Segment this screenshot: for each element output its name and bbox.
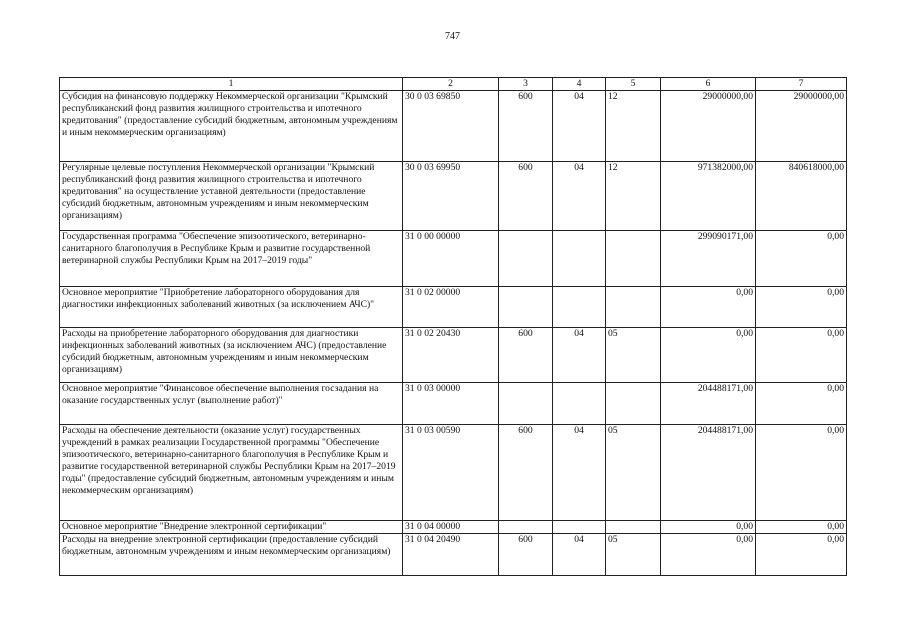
row-amount-7: 0,00 bbox=[756, 425, 847, 521]
row-code: 31 0 04 20490 bbox=[403, 534, 499, 576]
row-name: Субсидия на финансовую поддержку Некоммерческой организации "Крымский республиканский фонд развития жилищного строительства и ипотечного кредитования" (предоставление субсидий бюджетным, автономным учреждениям и иным некоммерческим организациям) bbox=[60, 91, 403, 162]
table-row bbox=[60, 534, 847, 576]
table-row bbox=[60, 162, 847, 231]
row-code: 31 0 03 00590 bbox=[403, 425, 499, 521]
row-amount-6: 204488171,00 bbox=[661, 383, 756, 425]
row-col-4: 04 bbox=[553, 328, 606, 383]
row-col-5: 05 bbox=[606, 328, 661, 383]
row-col-5: 12 bbox=[606, 162, 661, 231]
row-col-3: 600 bbox=[499, 534, 553, 576]
table-row bbox=[60, 287, 847, 328]
row-name: Основное мероприятие "Приобретение лабораторного оборудования для диагностики инфекционных заболеваний животных (за исключением АЧС)" bbox=[60, 287, 403, 328]
row-col-5: 12 bbox=[606, 91, 661, 162]
row-name: Основное мероприятие "Финансовое обеспечение выполнения госзадания на оказание государственных услуг (выполнение работ)" bbox=[60, 383, 403, 425]
row-col-3: 600 bbox=[499, 162, 553, 231]
table-row bbox=[60, 328, 847, 383]
row-col-3 bbox=[499, 287, 553, 328]
row-col-3 bbox=[499, 383, 553, 425]
row-amount-6: 971382000,00 bbox=[661, 162, 756, 231]
row-code: 31 0 02 20430 bbox=[403, 328, 499, 383]
table-row bbox=[60, 231, 847, 287]
row-col-4: 04 bbox=[553, 162, 606, 231]
row-code: 30 0 03 69850 bbox=[403, 91, 499, 162]
row-amount-6: 299090171,00 bbox=[661, 231, 756, 287]
row-amount-7: 0,00 bbox=[756, 534, 847, 576]
row-name: Расходы на обеспечение деятельности (оказание услуг) государственных учреждений в рамках реализации Государственной программы "Обеспечение эпизоотического, ветеринарно-санитарного благополучия в Республике Крым и развитие государственной ветеринарной службы Республики Крым на 2017–2019 годы" (предоставление субсидий бюджетным, автономным учреждениям и иным некоммерческим организациям) bbox=[60, 425, 403, 521]
row-col-3: 600 bbox=[499, 328, 553, 383]
row-col-4: 04 bbox=[553, 91, 606, 162]
row-code: 31 0 00 00000 bbox=[403, 231, 499, 287]
row-col-5 bbox=[606, 287, 661, 328]
header-col-7: 7 bbox=[756, 78, 847, 91]
row-amount-7: 0,00 bbox=[756, 231, 847, 287]
row-name: Расходы на приобретение лабораторного оборудования для диагностики инфекционных заболеваний животных (за исключением АЧС) (предоставление субсидий бюджетным, автономным учреждениям и иным некоммерческим организациям) bbox=[60, 328, 403, 383]
row-amount-7: 0,00 bbox=[756, 521, 847, 534]
header-row bbox=[60, 78, 847, 91]
row-col-3 bbox=[499, 231, 553, 287]
page-number: 747 bbox=[445, 31, 460, 42]
row-col-5: 05 bbox=[606, 425, 661, 521]
row-name: Расходы на внедрение электронной сертификации (предоставление субсидий бюджетным, автономным учреждениям и иным некоммерческим организациям) bbox=[60, 534, 403, 576]
row-amount-6: 0,00 bbox=[661, 287, 756, 328]
table-row bbox=[60, 383, 847, 425]
row-name: Государственная программа "Обеспечение эпизоотического, ветеринарно-санитарного благополучия в Республике Крым и развитие государственной ветеринарной службы Республики Крым на 2017–2019 годы" bbox=[60, 231, 403, 287]
row-col-3 bbox=[499, 521, 553, 534]
row-col-5 bbox=[606, 521, 661, 534]
budget-table bbox=[59, 77, 847, 576]
row-amount-6: 0,00 bbox=[661, 534, 756, 576]
row-amount-7: 29000000,00 bbox=[756, 91, 847, 162]
row-name: Регулярные целевые поступления Некоммерческой организации "Крымский республиканский фонд развития жилищного строительства и ипотечного кредитования" на осуществление уставной деятельности (предоставление субсидий бюджетным, автономным учреждениям и иным некоммерческим организациям) bbox=[60, 162, 403, 231]
row-code: 31 0 02 00000 bbox=[403, 287, 499, 328]
header-col-6: 6 bbox=[661, 78, 756, 91]
row-col-3: 600 bbox=[499, 425, 553, 521]
row-col-4: 04 bbox=[553, 534, 606, 576]
row-col-5: 05 bbox=[606, 534, 661, 576]
row-amount-7: 0,00 bbox=[756, 383, 847, 425]
header-col-1: 1 bbox=[60, 78, 403, 91]
header-col-3: 3 bbox=[499, 78, 553, 91]
row-col-5 bbox=[606, 383, 661, 425]
row-code: 30 0 03 69950 bbox=[403, 162, 499, 231]
table-row bbox=[60, 91, 847, 162]
row-amount-6: 0,00 bbox=[661, 521, 756, 534]
header-col-2: 2 bbox=[403, 78, 499, 91]
row-code: 31 0 04 00000 bbox=[403, 521, 499, 534]
header-col-5: 5 bbox=[606, 78, 661, 91]
row-name: Основное мероприятие "Внедрение электронной сертификации" bbox=[60, 521, 403, 534]
row-amount-6: 29000000,00 bbox=[661, 91, 756, 162]
table-row bbox=[60, 425, 847, 521]
row-col-4 bbox=[553, 383, 606, 425]
row-amount-6: 204488171,00 bbox=[661, 425, 756, 521]
row-amount-7: 0,00 bbox=[756, 328, 847, 383]
row-col-4 bbox=[553, 521, 606, 534]
row-amount-7: 0,00 bbox=[756, 287, 847, 328]
row-col-4 bbox=[553, 231, 606, 287]
row-col-4: 04 bbox=[553, 425, 606, 521]
table-row bbox=[60, 521, 847, 534]
row-amount-6: 0,00 bbox=[661, 328, 756, 383]
row-code: 31 0 03 00000 bbox=[403, 383, 499, 425]
row-col-3: 600 bbox=[499, 91, 553, 162]
header-col-4: 4 bbox=[553, 78, 606, 91]
row-col-5 bbox=[606, 231, 661, 287]
row-col-4 bbox=[553, 287, 606, 328]
row-amount-7: 840618000,00 bbox=[756, 162, 847, 231]
